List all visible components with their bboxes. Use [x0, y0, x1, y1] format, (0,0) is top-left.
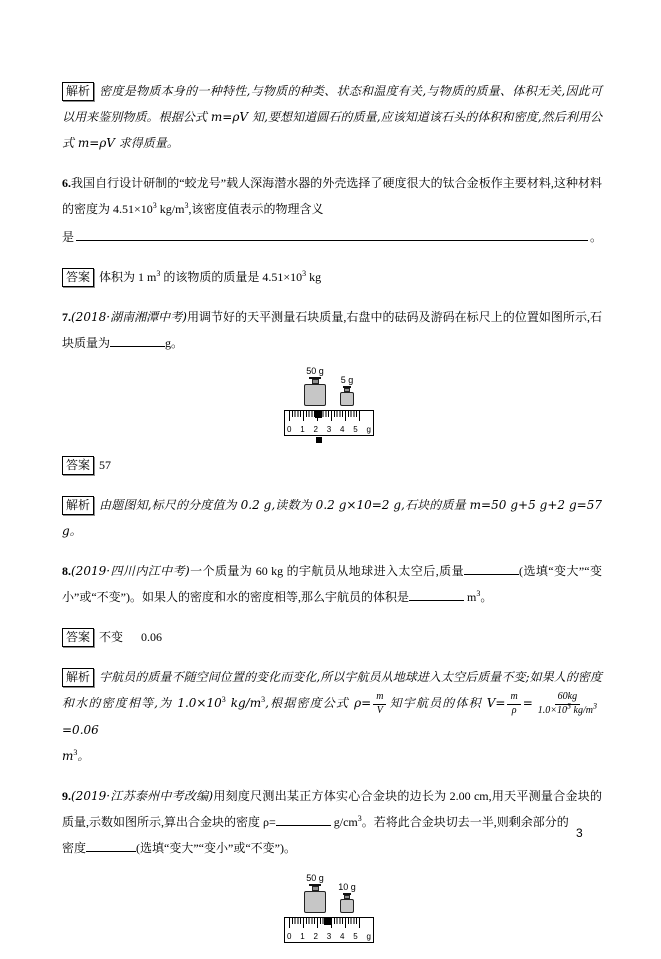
weight-5g [338, 375, 356, 406]
question-6-text: kg/m [156, 202, 185, 216]
analysis-text: ,根据密度公式 ρ= [265, 696, 372, 710]
page-number: 3 [576, 826, 583, 840]
question-9-text: g/cm [330, 815, 358, 830]
tick-label: 5 [353, 425, 358, 434]
balance-figure-q9 [284, 867, 380, 943]
answer-label: 答案 [62, 628, 94, 647]
answer-blank [409, 588, 464, 601]
analysis-text: 宇航员的质量不随空间位置的变化而变化,所以宇航员从地球进入太空后质量不变;如果人的密度和水的密度相等,为 1.0×10 [62, 670, 602, 710]
answer-blank [86, 839, 136, 852]
analysis-text: =0.06 [62, 723, 99, 738]
question-6-text: 是 [62, 230, 75, 244]
answer-blank [110, 334, 165, 347]
question-6-text: ,该密度值表示的物理含义 [188, 202, 324, 216]
fraction-m-over-rho: $\frac{m}{\rho}$ [507, 691, 520, 717]
analysis-text: kg/m [225, 696, 262, 710]
superscript: 3 [152, 201, 157, 210]
question-9-text: (选填“变大”“变小”或“不变”)。 [136, 841, 296, 856]
answer-6-text: 体积为 1 m [99, 270, 157, 284]
tick-label: 3 [326, 425, 332, 434]
tick-label: 3 [326, 932, 332, 942]
answer-8-value-1: 不变 [99, 630, 124, 644]
superscript: 3 [221, 695, 226, 704]
weight-body [340, 392, 354, 406]
answer-7-text: 57 [99, 458, 112, 472]
weight-body [340, 899, 354, 913]
question-6-text: 。 [589, 230, 602, 244]
analysis-label: 解析 [62, 496, 94, 515]
question-9-text: 用刻度尺测出某正方体实心合金块的边长为 2.00 cm,用天平测量合金块的质量,示数如图所示,算出合金块的密度 ρ= [62, 789, 602, 830]
answer-block-6 [62, 264, 602, 290]
superscript: 3 [184, 201, 189, 210]
weight-label: 50 g [306, 873, 324, 884]
question-9-text: 密度 [62, 841, 87, 856]
weights-group [284, 867, 380, 913]
fraction-m-over-V: $\frac{m}{V}$ [373, 691, 386, 717]
question-9-number: 9. [62, 789, 71, 804]
analysis-text: = [522, 696, 533, 710]
beam-scale [284, 917, 374, 943]
analysis-text: 知宇航员的体积 V= [388, 696, 506, 710]
scale-unit: g [366, 932, 371, 942]
weight-label: 5 g [340, 375, 354, 385]
question-8-source: (2019·四川内江中考) [71, 564, 190, 578]
question-7-number: 7. [62, 310, 71, 324]
answer-6-text: 的该物质的质量是 4.51×10 [160, 270, 303, 284]
tick-label: 0 [287, 932, 292, 942]
question-8-text: 。 [480, 590, 493, 604]
superscript: 3 [261, 695, 266, 704]
weight-10g [338, 882, 356, 913]
question-8 [62, 558, 602, 610]
question-6-blank-line [62, 224, 602, 250]
question-9-text: 。若将此合金块切去一半,则剩余部分的 [361, 815, 569, 830]
question-7-text: g。 [165, 336, 184, 350]
question-6 [62, 170, 602, 222]
analysis-text: m [62, 749, 74, 764]
tick-label: 2 [313, 425, 318, 434]
answer-blank [76, 226, 588, 241]
answer-blank [276, 813, 331, 826]
tick-label: 4 [340, 932, 345, 942]
scale-numbers [287, 932, 371, 941]
tick-label: 2 [313, 932, 318, 942]
weight-label: 50 g [306, 366, 324, 376]
scale-unit: g [366, 425, 371, 434]
question-7-source: (2018·湖南湘潭中考) [71, 310, 187, 324]
question-8-text: m [463, 590, 477, 604]
tick-label: 4 [340, 425, 345, 434]
question-8-text: 一个质量为 60 kg 的宇航员从地球进入太空后,质量 [189, 564, 465, 578]
question-6-number: 6. [62, 176, 71, 190]
answer-blank [464, 562, 519, 575]
weight-50g [302, 366, 328, 406]
tick-label: 1 [300, 932, 305, 942]
weight-body [304, 891, 326, 913]
superscript: 3 [592, 701, 597, 711]
beam-scale [284, 410, 374, 436]
question-9-source: (2019·江苏泰州中考改编) [71, 789, 214, 804]
answer-block-7 [62, 452, 602, 478]
superscript: 3 [357, 814, 362, 824]
superscript: 3 [567, 701, 572, 711]
question-7-text: 用调节好的天平测量石块质量,右盘中的砝码及游码在标尺上的位置如图所示,石块质量为 [62, 310, 603, 350]
weight-label: 10 g [338, 882, 356, 893]
answer-8-value-2: 0.06 [141, 630, 163, 644]
worksheet-page [62, 78, 602, 959]
rider-marker [315, 411, 322, 418]
analysis-label: 解析 [62, 668, 94, 687]
analysis-text: 由题图知,标尺的分度值为 0.2 g,读数为 0.2 g×10=2 g,石块的质量 m=50 g+5 g+2 g=57 g。 [62, 498, 602, 538]
analysis-block-7 [62, 492, 602, 544]
superscript: 3 [156, 269, 161, 278]
weight-50g [302, 873, 328, 913]
answer-block-8 [62, 624, 602, 650]
analysis-text: 密度是物质本身的一种特性,与物质的种类、状态和温度有关,与物质的质量、体积无关,因此可以用来鉴别物质。根据公式 m=ρV 知,要想知道圆石的质量,应该知道该石头的体积和密度,然后利用公式 m=ρV 求得质量。 [62, 84, 602, 150]
question-8-text: (选填“变大”“变小”或“不变”)。如果人的密度和水的密度相等,那么宇航员的体积是 [62, 564, 602, 604]
analysis-label: 解析 [62, 82, 94, 101]
question-8-number: 8. [62, 564, 71, 578]
tick-label: 5 [353, 932, 358, 942]
superscript: 3 [476, 589, 481, 598]
weight-body [304, 384, 326, 406]
tick-label: 1 [300, 425, 305, 434]
balance-figure-q7 [284, 360, 380, 436]
fraction-60kg-over-density: $\frac{60kg}{1.0\times 10^3 kg/m^3}$ [537, 691, 597, 716]
rider-pointer [316, 437, 322, 443]
question-6-text: 我国自行设计研制的“蛟龙号”载人深海潜水器的外壳选择了硬度很大的钛合金板作主要材料,这种材料的密度为 4.51×10 [62, 176, 602, 216]
answer-label: 答案 [62, 268, 94, 287]
analysis-block-5 [62, 78, 602, 156]
answer-label: 答案 [62, 456, 94, 475]
analysis-block-8 [62, 664, 602, 769]
rider-marker [324, 918, 331, 925]
answer-6-text: kg [306, 270, 322, 284]
scale-numbers [287, 425, 371, 434]
question-7 [62, 304, 602, 356]
tick-label: 0 [287, 425, 292, 434]
superscript: 3 [73, 748, 78, 758]
superscript: 3 [302, 269, 307, 278]
analysis-text: 。 [77, 749, 90, 764]
question-9 [62, 783, 602, 861]
weights-group [284, 360, 380, 406]
scale-ticks [289, 411, 367, 421]
